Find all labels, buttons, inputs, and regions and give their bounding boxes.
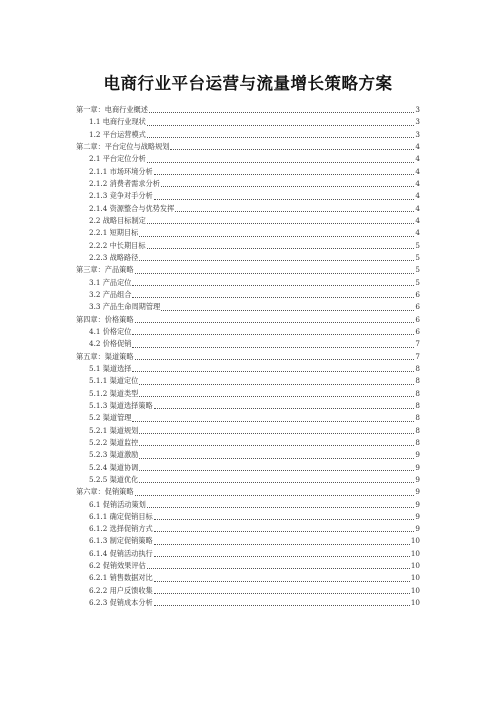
toc-entry[interactable] xyxy=(76,400,420,412)
toc-entry[interactable] xyxy=(76,153,420,165)
toc-entry-page-number: 5 xyxy=(415,265,420,275)
toc-dot-leader xyxy=(147,125,415,126)
document-title: 电商行业平台运营与流量增长策略方案 xyxy=(103,74,393,93)
toc-entry-page-number: 6 xyxy=(415,302,420,312)
toc-entry-label: 6.2.3 促销成本分析 xyxy=(89,598,153,608)
toc-dot-leader xyxy=(154,174,415,175)
toc-entry-page-number: 9 xyxy=(415,474,420,484)
toc-dot-leader xyxy=(147,248,415,249)
toc-dot-leader xyxy=(139,260,414,261)
toc-entry-page-number: 5 xyxy=(415,252,420,262)
toc-dot-leader xyxy=(154,531,415,532)
toc-entry-page-number: 7 xyxy=(415,351,420,361)
toc-entry[interactable] xyxy=(76,326,420,338)
toc-entry[interactable] xyxy=(76,190,420,202)
toc-entry-label: 第六章：促销策略 xyxy=(76,487,134,497)
toc-dot-leader xyxy=(154,408,415,409)
toc-entry[interactable] xyxy=(76,141,420,153)
toc-entry-label: 2.1.4 资源整合与优势发挥 xyxy=(89,203,175,213)
toc-entry-page-number: 8 xyxy=(415,376,420,386)
toc-entry[interactable] xyxy=(76,166,420,178)
toc-dot-leader xyxy=(147,162,415,163)
toc-entry-label: 6.2.2 用户反馈收集 xyxy=(89,585,153,595)
toc-dot-leader xyxy=(154,593,410,594)
toc-entry-label: 6.2.1 销售数据对比 xyxy=(89,573,153,583)
toc-entry-page-number: 9 xyxy=(415,487,420,497)
toc-entry[interactable] xyxy=(76,104,420,116)
toc-entry-label: 2.2 战略目标制定 xyxy=(89,215,146,225)
toc-entry-label: 6.1.1 确定促销目标 xyxy=(89,511,153,521)
toc-dot-leader xyxy=(135,495,415,496)
toc-entry-page-number: 10 xyxy=(410,573,420,583)
toc-entry-label: 2.1.3 竞争对手分析 xyxy=(89,191,153,201)
toc-entry-label: 6.1 促销活动策划 xyxy=(89,499,146,509)
toc-dot-leader xyxy=(170,149,414,150)
toc-dot-leader xyxy=(154,199,415,200)
toc-entry-label: 第二章：平台定位与战略规划 xyxy=(76,141,170,151)
toc-entry-page-number: 4 xyxy=(415,191,420,201)
toc-dot-leader xyxy=(132,334,414,335)
toc-entry-page-number: 10 xyxy=(410,548,420,558)
toc-entry-label: 6.1.4 促销活动执行 xyxy=(89,548,153,558)
toc-entry[interactable] xyxy=(76,572,420,584)
toc-entry-label: 第五章：渠道策略 xyxy=(76,351,134,361)
toc-entry[interactable] xyxy=(76,412,420,424)
toc-entry-label: 3.1 产品定位 xyxy=(89,277,132,287)
toc-dot-leader xyxy=(147,507,415,508)
toc-entry-page-number: 4 xyxy=(415,203,420,213)
toc-entry[interactable] xyxy=(76,375,420,387)
toc-entry[interactable] xyxy=(76,301,420,313)
toc-entry-page-number: 6 xyxy=(415,314,420,324)
toc-entry-label: 第四章：价格策略 xyxy=(76,314,134,324)
toc-dot-leader xyxy=(154,556,410,557)
toc-dot-leader xyxy=(135,359,415,360)
toc-entry-label: 5.1.3 渠道选择策略 xyxy=(89,400,153,410)
toc-entry[interactable] xyxy=(76,277,420,289)
toc-entry[interactable] xyxy=(76,425,420,437)
table-of-contents xyxy=(76,104,420,609)
toc-entry[interactable] xyxy=(76,227,420,239)
toc-entry-label: 4.1 价格定位 xyxy=(89,326,132,336)
toc-entry-label: 2.2.1 短期目标 xyxy=(89,228,139,238)
toc-entry-label: 2.1.1 市场环境分析 xyxy=(89,166,153,176)
toc-entry-label: 5.2.5 渠道优化 xyxy=(89,474,139,484)
toc-dot-leader xyxy=(139,384,414,385)
toc-dot-leader xyxy=(139,236,414,237)
toc-dot-leader xyxy=(147,568,410,569)
toc-entry[interactable] xyxy=(76,535,420,547)
toc-entry-page-number: 3 xyxy=(415,105,420,114)
toc-entry-page-number: 8 xyxy=(415,437,420,447)
toc-entry[interactable] xyxy=(76,363,420,375)
toc-entry-page-number: 9 xyxy=(415,450,420,460)
toc-dot-leader xyxy=(154,605,410,606)
toc-entry[interactable] xyxy=(76,523,420,535)
toc-entry[interactable] xyxy=(76,203,420,215)
toc-dot-leader xyxy=(161,310,414,311)
toc-entry-page-number: 8 xyxy=(415,425,420,435)
toc-dot-leader xyxy=(139,433,414,434)
toc-entry-label: 1.2 平台运营模式 xyxy=(89,129,146,139)
toc-dot-leader xyxy=(139,482,414,483)
toc-entry[interactable] xyxy=(76,314,420,326)
toc-entry-page-number: 8 xyxy=(415,400,420,410)
toc-dot-leader xyxy=(132,285,414,286)
toc-dot-leader xyxy=(147,223,415,224)
toc-entry-page-number: 3 xyxy=(415,129,420,139)
toc-dot-leader xyxy=(132,297,414,298)
toc-entry-label: 6.1.2 选择促销方式 xyxy=(89,524,153,534)
toc-entry-page-number: 8 xyxy=(415,388,420,398)
toc-entry-page-number: 10 xyxy=(410,585,420,595)
toc-entry[interactable] xyxy=(76,511,420,523)
toc-dot-leader xyxy=(175,211,414,212)
toc-entry-page-number: 6 xyxy=(415,289,420,299)
toc-entry-label: 1.1 电商行业现状 xyxy=(89,117,146,127)
toc-entry[interactable] xyxy=(76,548,420,560)
toc-entry-page-number: 10 xyxy=(410,536,420,546)
toc-entry-label: 6.1.3 制定促销策略 xyxy=(89,536,153,546)
toc-entry-label: 2.2.3 战略路径 xyxy=(89,252,139,262)
toc-dot-leader xyxy=(154,581,410,582)
toc-entry[interactable] xyxy=(76,178,420,190)
toc-entry[interactable] xyxy=(76,597,420,609)
toc-entry-page-number: 3 xyxy=(415,117,420,127)
toc-entry-page-number: 9 xyxy=(415,524,420,534)
toc-entry-page-number: 6 xyxy=(415,326,420,336)
toc-entry-label: 2.1 平台定位分析 xyxy=(89,154,146,164)
toc-entry-page-number: 4 xyxy=(415,166,420,176)
toc-entry-page-number: 10 xyxy=(410,598,420,608)
toc-dot-leader xyxy=(139,458,414,459)
toc-entry-page-number: 9 xyxy=(415,511,420,521)
toc-entry-label: 4.2 价格促销 xyxy=(89,339,132,349)
toc-entry-page-number: 8 xyxy=(415,363,420,373)
toc-entry[interactable] xyxy=(76,388,420,400)
toc-entry[interactable] xyxy=(76,289,420,301)
toc-entry-label: 2.2.2 中长期目标 xyxy=(89,240,146,250)
toc-entry-label: 5.1.2 渠道类型 xyxy=(89,388,139,398)
toc-entry-page-number: 8 xyxy=(415,413,420,423)
toc-entry[interactable] xyxy=(76,129,420,141)
toc-entry-page-number: 4 xyxy=(415,178,420,188)
toc-entry-page-number: 5 xyxy=(415,277,420,287)
toc-entry-label: 5.2.2 渠道监控 xyxy=(89,437,139,447)
toc-dot-leader xyxy=(149,112,415,113)
toc-dot-leader xyxy=(139,445,414,446)
toc-entry-page-number: 4 xyxy=(415,154,420,164)
toc-entry-page-number: 10 xyxy=(410,561,420,571)
toc-entry[interactable] xyxy=(76,338,420,350)
toc-entry-page-number: 9 xyxy=(415,499,420,509)
toc-entry-page-number: 5 xyxy=(415,240,420,250)
toc-dot-leader xyxy=(147,137,415,138)
toc-entry-page-number: 4 xyxy=(415,215,420,225)
toc-entry-label: 第三章：产品策略 xyxy=(76,265,134,275)
toc-entry[interactable] xyxy=(76,449,420,461)
toc-entry-page-number: 7 xyxy=(415,339,420,349)
toc-entry-page-number: 9 xyxy=(415,462,420,472)
toc-entry[interactable] xyxy=(76,560,420,572)
toc-entry-label: 2.1.2 消费者需求分析 xyxy=(89,178,160,188)
toc-entry[interactable] xyxy=(76,585,420,597)
toc-entry-label: 5.2.4 渠道协调 xyxy=(89,462,139,472)
toc-dot-leader xyxy=(154,519,415,520)
toc-entry[interactable] xyxy=(76,215,420,227)
toc-dot-leader xyxy=(135,322,415,323)
toc-entry-label: 第一章：电商行业概述 xyxy=(76,105,148,114)
toc-entry[interactable] xyxy=(76,264,420,276)
toc-dot-leader xyxy=(161,186,415,187)
toc-entry[interactable] xyxy=(76,486,420,498)
toc-entry-label: 5.2 渠道管理 xyxy=(89,413,132,423)
toc-dot-leader xyxy=(139,470,414,471)
toc-entry-label: 5.1.1 渠道定位 xyxy=(89,376,139,386)
toc-entry[interactable] xyxy=(76,252,420,264)
toc-entry[interactable] xyxy=(76,499,420,511)
toc-entry[interactable] xyxy=(76,116,420,128)
toc-entry[interactable] xyxy=(76,437,420,449)
toc-dot-leader xyxy=(132,347,414,348)
toc-entry-label: 5.1 渠道选择 xyxy=(89,363,132,373)
toc-entry[interactable] xyxy=(76,474,420,486)
toc-entry-label: 3.2 产品组合 xyxy=(89,289,132,299)
toc-entry[interactable] xyxy=(76,351,420,363)
toc-entry-page-number: 4 xyxy=(415,228,420,238)
toc-dot-leader xyxy=(139,396,414,397)
toc-dot-leader xyxy=(132,421,414,422)
toc-entry-page-number: 4 xyxy=(415,141,420,151)
toc-entry[interactable] xyxy=(76,462,420,474)
toc-entry-label: 5.2.3 渠道激励 xyxy=(89,450,139,460)
toc-entry-label: 5.2.1 渠道规划 xyxy=(89,425,139,435)
toc-dot-leader xyxy=(132,371,414,372)
toc-entry-label: 3.3 产品生命周期管理 xyxy=(89,302,161,312)
toc-dot-leader xyxy=(135,273,415,274)
toc-dot-leader xyxy=(154,544,410,545)
toc-entry-label: 6.2 促销效果评估 xyxy=(89,561,146,571)
toc-entry[interactable] xyxy=(76,240,420,252)
